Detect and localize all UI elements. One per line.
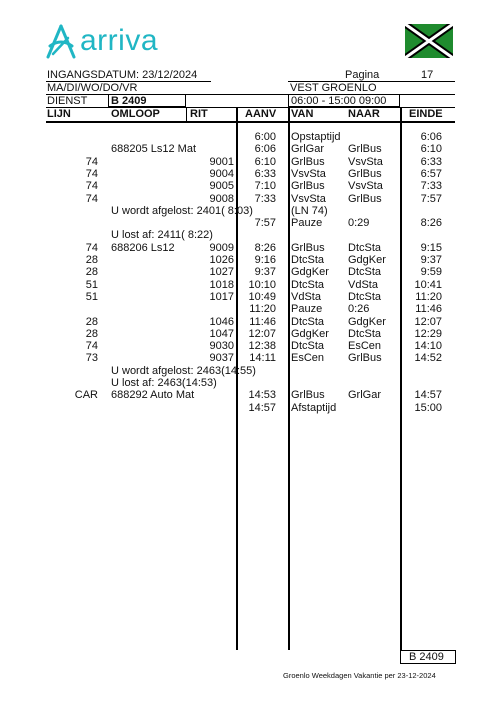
row-omloop: 688292 Auto Mat xyxy=(111,389,195,402)
row-einde: 15:00 xyxy=(414,401,442,414)
row-van: GrlBus xyxy=(291,180,325,193)
row-einde: 12:07 xyxy=(414,315,442,328)
row-aanv: 14:57 xyxy=(248,401,276,414)
row-aanv: 7:33 xyxy=(254,192,276,205)
row-van: DtcSta xyxy=(291,340,325,353)
row-einde: 12:29 xyxy=(414,327,442,340)
row-aanv: 7:57 xyxy=(254,217,276,230)
row-einde: 14:52 xyxy=(414,352,442,365)
row-einde: 11:20 xyxy=(415,290,442,303)
row-lijn: 28 xyxy=(85,315,98,328)
column-divider xyxy=(186,107,187,121)
row-naar: DtcSta xyxy=(348,290,382,303)
row-omloop: 688206 Ls12 xyxy=(111,241,175,254)
row-aanv: 11:20 xyxy=(249,303,276,316)
col-lijn: LIJN xyxy=(47,108,71,120)
col-van: VAN xyxy=(291,108,314,120)
row-van: GdgKer xyxy=(291,266,329,279)
row-omloop: U wordt afgelost: 2401( 8:03) xyxy=(111,204,253,217)
row-naar: GdgKer xyxy=(348,254,386,266)
pagina-label: Pagina xyxy=(345,69,380,81)
row-naar: GrlGar xyxy=(348,389,381,402)
row-naar: GrlBus xyxy=(348,192,382,205)
row-naar: DtcSta xyxy=(348,241,382,254)
row-van: Afstaptijd xyxy=(291,401,337,414)
days-label: MA/DI/WO/DO/VR xyxy=(47,82,138,94)
row-rit: 9005 xyxy=(209,180,234,193)
row-aanv: 12:38 xyxy=(248,340,276,353)
row-rit: 1026 xyxy=(209,254,234,266)
row-naar: VsvSta xyxy=(348,155,383,168)
row-aanv: 14:53 xyxy=(248,389,276,402)
row-einde: 11:46 xyxy=(415,303,442,316)
row-aanv: 7:10 xyxy=(254,180,276,193)
column-divider xyxy=(288,107,290,650)
row-rit: 1018 xyxy=(209,278,234,291)
row-van: GrlBus xyxy=(291,155,325,168)
row-rit: 1027 xyxy=(209,266,234,279)
row-aanv: 6:33 xyxy=(254,167,276,180)
row-aanv: 11:46 xyxy=(249,315,276,328)
row-einde: 9:37 xyxy=(420,254,442,266)
row-lijn: 51 xyxy=(85,278,98,291)
row-lijn: 74 xyxy=(85,340,98,353)
row-einde: 14:10 xyxy=(414,340,442,353)
row-einde: 7:33 xyxy=(420,180,442,193)
row-lijn: 28 xyxy=(85,327,98,340)
dienst-value: B 2409 xyxy=(111,95,147,107)
row-lijn: 73 xyxy=(85,352,98,365)
row-naar: GdgKer xyxy=(348,315,386,328)
row-rit: 9009 xyxy=(209,241,234,254)
row-naar: EsCen xyxy=(348,340,382,353)
row-naar: 0:29 xyxy=(348,217,370,230)
row-einde: 8:26 xyxy=(420,217,442,230)
row-van: DtcSta xyxy=(291,278,325,291)
dienst-label: DIENST xyxy=(47,95,88,107)
row-van: GrlGar xyxy=(291,143,324,156)
row-aanv: 10:10 xyxy=(248,278,276,291)
row-aanv: 12:07 xyxy=(248,327,276,340)
row-van: GdgKer xyxy=(291,327,329,340)
row-lijn: 74 xyxy=(85,155,98,168)
col-omloop: OMLOOP xyxy=(111,108,160,120)
row-naar: GrlBus xyxy=(348,167,382,180)
row-einde: 9:15 xyxy=(420,241,442,254)
row-einde: 6:06 xyxy=(420,131,442,143)
row-omloop: U lost af: 2411( 8:22) xyxy=(111,229,213,242)
arriva-logo-icon xyxy=(44,24,78,60)
arriva-logo-text: arriva xyxy=(80,24,159,57)
row-lijn: 74 xyxy=(85,180,98,193)
row-einde: 6:33 xyxy=(420,155,442,168)
row-einde: 7:57 xyxy=(420,192,442,205)
row-lijn: 74 xyxy=(85,167,98,180)
row-rit: 1046 xyxy=(209,315,234,328)
time-range: 06:00 - 15:00 09:00 xyxy=(291,95,387,107)
row-lijn: 74 xyxy=(85,192,98,205)
row-omloop: U wordt afgelost: 2463(14:55) xyxy=(111,364,256,377)
row-einde: 14:57 xyxy=(414,389,442,402)
row-aanv: 9:37 xyxy=(254,266,276,279)
row-einde: 6:57 xyxy=(420,167,442,180)
row-aanv: 6:10 xyxy=(254,155,276,168)
col-aanv: AANV xyxy=(245,108,277,120)
column-header-rule xyxy=(46,121,455,123)
row-lijn: 74 xyxy=(85,241,98,254)
row-rit: 9037 xyxy=(209,352,234,365)
row-aanv: 8:26 xyxy=(254,241,276,254)
row-van: VsvSta xyxy=(291,167,326,180)
row-omloop: U lost af: 2463(14:53) xyxy=(111,377,217,389)
dienst-bottom-value: B 2409 xyxy=(409,651,444,663)
col-einde: EINDE xyxy=(409,108,443,120)
row-van: Pauze xyxy=(291,217,323,230)
row-van: (LN 74) xyxy=(291,204,328,217)
row-aanv: 6:06 xyxy=(254,143,276,156)
row-van: DtcSta xyxy=(291,254,325,266)
row-einde: 10:41 xyxy=(414,278,442,291)
row-lijn: 51 xyxy=(85,290,98,303)
row-rit: 9004 xyxy=(209,167,234,180)
row-van: Pauze xyxy=(291,303,323,316)
row-naar: DtcSta xyxy=(348,327,382,340)
region-label: VEST GROENLO xyxy=(290,82,377,94)
row-lijn: CAR xyxy=(74,389,98,402)
row-lijn: 28 xyxy=(85,266,98,279)
row-naar: VdSta xyxy=(348,278,378,291)
row-rit: 9001 xyxy=(209,155,234,168)
groenlo-flag-icon xyxy=(405,24,453,58)
row-van: GrlBus xyxy=(291,389,325,402)
col-rit: RIT xyxy=(190,108,208,120)
row-rit: 1047 xyxy=(209,327,234,340)
row-lijn: 28 xyxy=(85,254,98,266)
row-van: GrlBus xyxy=(291,241,325,254)
row-naar: VsvSta xyxy=(348,180,383,193)
row-van: DtcSta xyxy=(291,315,325,328)
ingangsdatum: INGANGSDATUM: 23/12/2024 xyxy=(47,69,198,81)
row-rit: 1017 xyxy=(209,290,234,303)
row-aanv: 9:16 xyxy=(254,254,276,266)
row-naar: GrlBus xyxy=(348,352,382,365)
row-einde: 9:59 xyxy=(420,266,442,279)
row-naar: GrlBus xyxy=(348,143,382,156)
row-van: Opstaptijd xyxy=(291,131,341,143)
row-aanv: 14:11 xyxy=(249,352,276,365)
row-omloop: 688205 Ls12 Mat xyxy=(111,143,197,156)
col-naar: NAAR xyxy=(348,108,380,120)
row-rit: 9008 xyxy=(209,192,234,205)
row-naar: DtcSta xyxy=(348,266,382,279)
row-van: VdSta xyxy=(291,290,321,303)
row-aanv: 10:49 xyxy=(248,290,276,303)
row-van: EsCen xyxy=(291,352,325,365)
row-einde: 6:10 xyxy=(420,143,442,156)
row-aanv: 6:00 xyxy=(254,131,276,143)
footer-note: Groenlo Weekdagen Vakantie per 23-12-2024 xyxy=(283,671,436,680)
row-van: VsvSta xyxy=(291,192,326,205)
row-rit: 9030 xyxy=(209,340,234,353)
pagina-number: 17 xyxy=(421,69,434,81)
row-naar: 0:26 xyxy=(348,303,370,316)
